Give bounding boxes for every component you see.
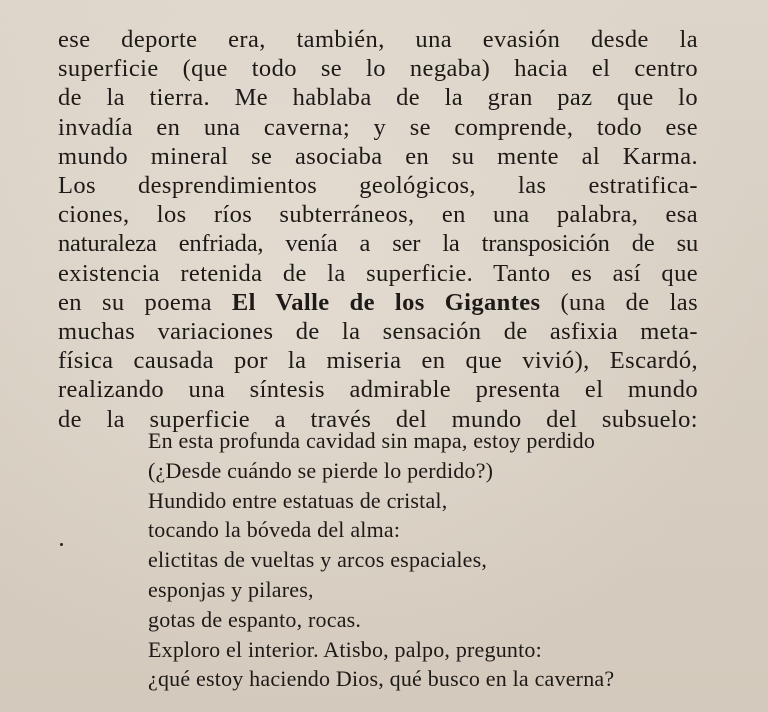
verse-line: Exploro el interior. Atisbo, palpo, pregunto: [148, 636, 542, 662]
prose-line: invadía en una caverna; y se comprende, todo ese [58, 113, 698, 141]
verse-line: ¿qué estoy haciendo Dios, qué busco en la caverna? [148, 666, 615, 692]
poem-quote [148, 426, 728, 694]
prose-line: ciones, los ríos subterráneos, en una palabra, esa [58, 201, 698, 229]
prose-text: en su poema [58, 288, 232, 316]
ink-speck [60, 543, 63, 546]
prose-line: de la tierra. Me hablaba de la gran paz que lo [58, 84, 698, 112]
prose-line: ese deporte era, también, una evasión desde la [58, 26, 698, 53]
poem-title: El Valle de los Gigantes [231, 288, 541, 316]
verse-line: tocando la bóveda del alma: [148, 517, 401, 543]
prose-text: (una de las [540, 288, 699, 316]
prose-line: muchas variaciones de la sensación de asfixia meta- [58, 318, 698, 346]
prose-line: superficie (que todo se lo negaba) hacia el centro [58, 55, 698, 83]
verse-line: esponjas y pilares, [148, 576, 314, 602]
prose-paragraph [58, 25, 698, 434]
prose-line: existencia retenida de la superficie. Tanto es así que [58, 259, 698, 287]
verse-line: elictitas de vueltas y arcos espaciales, [148, 547, 488, 573]
verse-line: En esta profunda cavidad sin mapa, estoy perdido [148, 428, 596, 453]
prose-line: naturaleza enfriada, venía a ser la transposición de su [58, 230, 698, 258]
prose-line: realizando una síntesis admirable presenta el mundo [58, 376, 698, 404]
verse-line: Hundido entre estatuas de cristal, [148, 487, 448, 513]
prose-line: de la superficie a través del mundo del subsuelo: [58, 405, 698, 433]
prose-line: física causada por la miseria en que vivió), Escardó, [58, 347, 698, 375]
prose-line: mundo mineral se asociaba en su mente al Karma. [58, 142, 698, 170]
verse-line: (¿Desde cuándo se pierde lo perdido?) [148, 457, 494, 483]
prose-line-with-title [58, 288, 698, 317]
prose-line: Los desprendimientos geológicos, las estratifica- [58, 172, 698, 200]
verse-line: gotas de espanto, rocas. [148, 606, 362, 632]
